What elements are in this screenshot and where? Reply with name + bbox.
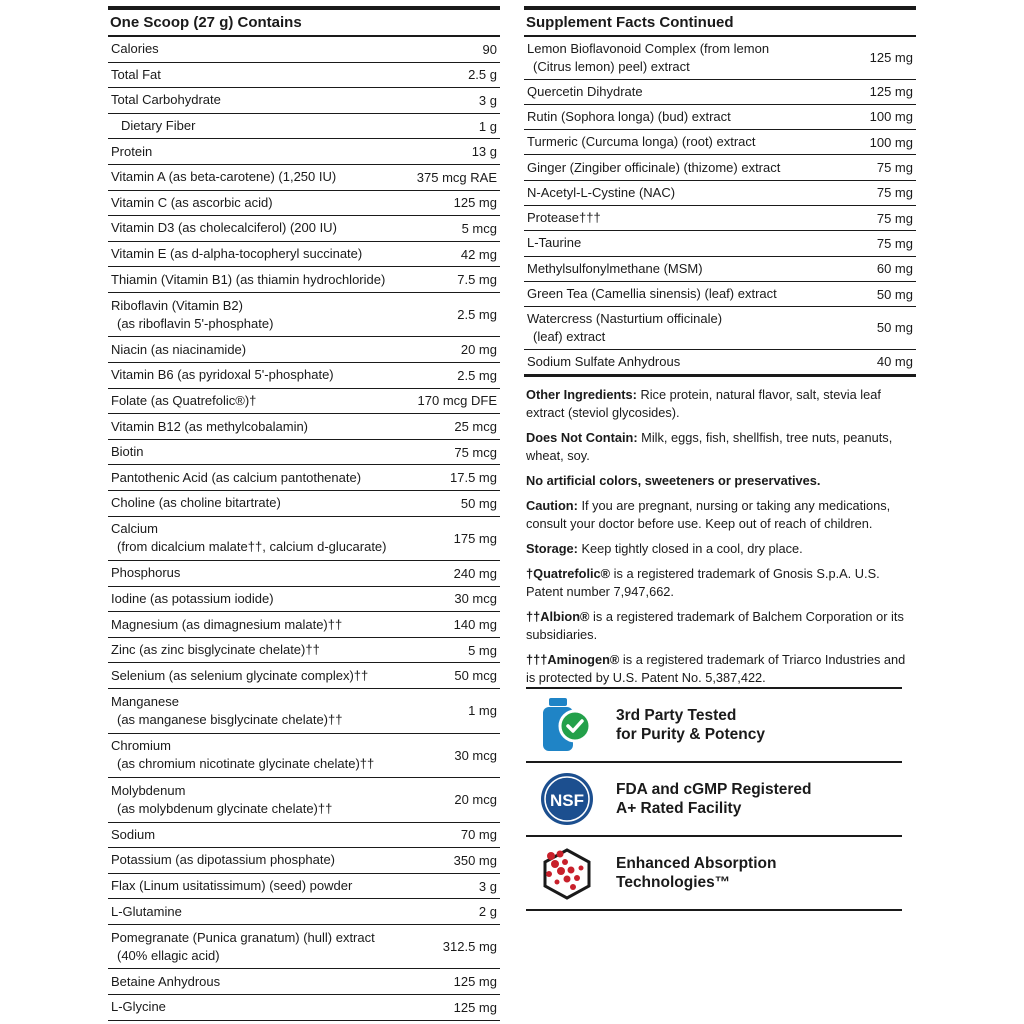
nutrient-name: L-Taurine [527, 235, 582, 251]
nutrient-amount: 170 mcg DFE [417, 393, 497, 409]
nutrient-amount: 2 g [478, 904, 497, 920]
nutrient-name: Total Carbohydrate [111, 92, 221, 108]
badge-line-1: 3rd Party Tested [616, 707, 737, 724]
nutrient-source: (as chromium nicotinate glycinate chelate)†† [117, 756, 375, 772]
note-label: †††Aminogen® [526, 652, 620, 667]
note-label: ††Albion® [526, 609, 590, 624]
nutrient-row [108, 293, 500, 338]
nsf-icon [532, 769, 602, 829]
note-text: Milk, eggs, fish, shellfish, tree nuts, peanuts, wheat, soy. [526, 430, 893, 463]
nutrient-row [108, 165, 500, 191]
nutrient-name: Methylsulfonylmethane (MSM) [527, 260, 703, 276]
note-label: No artificial colors, sweeteners or preservatives. [526, 473, 821, 488]
nutrient-row [108, 191, 500, 217]
nutrient-name: L-Glutamine [111, 903, 182, 919]
nutrient-amount: 240 mg [453, 565, 497, 581]
nutrient-name: Vitamin C (as ascorbic acid) [111, 194, 273, 210]
nutrient-amount: 50 mcg [454, 668, 497, 684]
nutrient-amount: 30 mcg [454, 591, 497, 607]
bottle-check-icon [532, 695, 602, 755]
nutrient-amount: 42 mg [460, 246, 497, 262]
nutrient-row [108, 63, 500, 89]
nutrient-row [108, 689, 500, 734]
nutrient-name: Vitamin D3 (as cholecalciferol) (200 IU) [111, 220, 337, 236]
nutrient-name: Potassium (as dipotassium phosphate) [111, 852, 336, 868]
nutrient-amount: 375 mcg RAE [416, 169, 497, 185]
nutrient-amount: 125 mg [453, 999, 497, 1015]
note-label: Does Not Contain: [526, 430, 638, 445]
nutrient-name: Manganese [111, 693, 179, 709]
note-text: is a registered trademark of Triarco Industries and is protected by U.S. Patent No. 5,387,422. [526, 652, 906, 685]
nutrient-row [108, 734, 500, 779]
nutrient-row [108, 778, 500, 823]
nutrient-name: Zinc (as zinc bisglycinate chelate)†† [111, 642, 320, 658]
badge-enhanced-absorption [526, 837, 902, 911]
nutrient-name: Pomegranate (Punica granatum) (hull) extract [111, 929, 375, 945]
nutrient-name: Folate (as Quatrefolic®)† [111, 392, 257, 408]
nutrient-source: (as riboflavin 5'-phosphate) [117, 315, 274, 331]
nutrient-amount: 7.5 mg [457, 272, 497, 288]
badge-third-party-tested [526, 689, 902, 763]
nutrient-row [108, 440, 500, 466]
nutrient-name: Betaine Anhydrous [111, 973, 221, 989]
note-paragraph [526, 386, 918, 422]
nutrient-row [108, 389, 500, 415]
badge-line-2: for Purity & Potency [616, 726, 765, 743]
nutrient-amount: 125 mg [869, 84, 913, 100]
nutrient-amount: 75 mg [876, 210, 913, 226]
nutrient-row [108, 337, 500, 363]
nutrient-amount: 1 mg [468, 703, 497, 719]
nutrient-name: Pantothenic Acid (as calcium pantothenate) [111, 469, 362, 485]
nutrient-name: Flax (Linum usitatissimum) (seed) powder [111, 878, 353, 894]
nutrient-row [108, 969, 500, 995]
nutrient-row [108, 874, 500, 900]
panel-title: Supplement Facts Continued [524, 6, 916, 37]
nutrient-row [108, 37, 500, 63]
nutrient-amount: 75 mg [876, 235, 913, 251]
note-text: Keep tightly closed in a cool, dry place. [577, 541, 803, 556]
nutrient-amount: 100 mg [869, 134, 913, 150]
nutrient-row [108, 88, 500, 114]
nutrient-name: Sodium [111, 826, 156, 842]
nsf-icon-text: NSF [550, 791, 584, 810]
nutrient-name: Total Fat [111, 66, 161, 82]
nutrient-amount: 25 mcg [454, 419, 497, 435]
nutrient-row [108, 114, 500, 140]
nutrient-list [524, 37, 916, 377]
nutrient-row [108, 848, 500, 874]
badge-line-2: Technologies™ [616, 874, 731, 891]
nutrient-amount: 50 mg [876, 320, 913, 336]
badge-line-1: FDA and cGMP Registered [616, 781, 812, 798]
nutrient-name: Green Tea (Camellia sinensis) (leaf) extract [527, 286, 777, 302]
nutrient-name: Iodine (as potassium iodide) [111, 590, 274, 606]
nutrient-amount: 75 mcg [454, 444, 497, 460]
note-paragraph [526, 429, 918, 465]
nutrient-amount: 5 mcg [461, 220, 497, 236]
note-text: is a registered trademark of Gnosis S.p.A. U.S. Patent number 7,947,662. [526, 566, 880, 599]
nutrient-amount: 100 mg [869, 109, 913, 125]
nutrient-amount: 350 mg [453, 852, 497, 868]
nutrient-amount: 3 g [478, 92, 497, 108]
nutrient-amount: 17.5 mg [450, 470, 497, 486]
nutrient-name: Dietary Fiber [121, 118, 196, 134]
supplement-facts-continued-panel [524, 6, 916, 377]
nutrient-name: Calcium [111, 521, 158, 537]
nutrient-row [108, 465, 500, 491]
nutrient-row [524, 181, 916, 206]
feature-badges [526, 687, 902, 911]
nutrient-source: (from dicalcium malate††, calcium d-glucarate) [117, 539, 387, 555]
nutrient-row [108, 587, 500, 613]
nutrient-source: (leaf) extract [533, 328, 606, 344]
nutrient-row [108, 414, 500, 440]
nutrient-row [108, 216, 500, 242]
nutrient-amount: 13 g [471, 144, 497, 160]
nutrient-amount: 312.5 mg [442, 939, 497, 955]
nutrient-name: Watercress (Nasturtium officinale) [527, 310, 723, 326]
nutrient-row [108, 823, 500, 849]
nutrient-name: Protease††† [527, 210, 601, 226]
nutrient-list [108, 37, 500, 1021]
nutrient-amount: 1 g [478, 118, 497, 134]
nutrient-row [524, 37, 916, 80]
nutrient-row [108, 267, 500, 293]
nutrient-row [108, 638, 500, 664]
nutrient-name: Quercetin Dihydrate [527, 83, 643, 99]
nutrient-row [108, 995, 500, 1021]
nutrient-row [108, 139, 500, 165]
nutrient-amount: 70 mg [460, 827, 497, 843]
note-paragraph [526, 497, 918, 533]
nutrient-amount: 60 mg [876, 261, 913, 277]
nutrient-name: Riboflavin (Vitamin B2) [111, 297, 243, 313]
nutrient-name: Calories [111, 41, 159, 57]
note-label: Storage: [526, 541, 578, 556]
nutrient-row [108, 663, 500, 689]
note-label: †Quatrefolic® [526, 566, 611, 581]
nutrient-source: (as manganese bisglycinate chelate)†† [117, 711, 343, 727]
nutrient-name: Ginger (Zingiber officinale) (thizome) extract [527, 159, 781, 175]
nutrient-row [524, 350, 916, 375]
nutrient-row [524, 307, 916, 350]
molecule-icon [532, 843, 602, 903]
nutrient-source: (40% ellagic acid) [117, 947, 220, 963]
nutrient-name: N-Acetyl-L-Cystine (NAC) [527, 184, 676, 200]
nutrient-row [524, 105, 916, 130]
note-paragraph [526, 540, 918, 558]
note-text: If you are pregnant, nursing or taking any medications, consult your doctor before use. Keep out of reach of children. [526, 498, 891, 531]
supplement-facts-panel [108, 6, 500, 1021]
nutrient-amount: 175 mg [453, 530, 497, 546]
nutrient-row [108, 363, 500, 389]
nutrient-row [108, 925, 500, 970]
nutrient-row [524, 155, 916, 180]
badge-fda-cgmp [526, 763, 902, 837]
nutrient-row [524, 130, 916, 155]
nutrient-amount: 20 mcg [454, 792, 497, 808]
nutrient-amount: 125 mg [453, 974, 497, 990]
nutrient-amount: 30 mcg [454, 747, 497, 763]
nutrient-name: Vitamin A (as beta-carotene) (1,250 IU) [111, 169, 337, 185]
badge-line-2: A+ Rated Facility [616, 800, 742, 817]
nutrient-amount: 50 mg [460, 495, 497, 511]
nutrient-amount: 140 mg [453, 617, 497, 633]
nutrient-amount: 75 mg [876, 185, 913, 201]
nutrient-amount: 50 mg [876, 286, 913, 302]
nutrient-source: (as molybdenum glycinate chelate)†† [117, 800, 333, 816]
nutrient-amount: 125 mg [869, 50, 913, 66]
nutrient-name: Turmeric (Curcuma longa) (root) extract [527, 134, 756, 150]
nutrient-amount: 75 mg [876, 160, 913, 176]
label-notes [526, 386, 918, 694]
nutrient-row [108, 517, 500, 562]
note-paragraph [526, 651, 918, 687]
nutrient-row [108, 491, 500, 517]
nutrient-name: Vitamin E (as d-alpha-tocopheryl succinate) [111, 246, 363, 262]
nutrient-amount: 5 mg [468, 642, 497, 658]
nutrient-row [108, 899, 500, 925]
nutrient-amount: 2.5 mg [457, 367, 497, 383]
nutrient-name: Protein [111, 143, 153, 159]
note-paragraph [526, 608, 918, 644]
nutrient-amount: 3 g [478, 878, 497, 894]
nutrient-row [108, 242, 500, 268]
nutrient-name: Magnesium (as dimagnesium malate)†† [111, 616, 343, 632]
nutrient-row [524, 80, 916, 105]
nutrient-amount: 125 mg [453, 195, 497, 211]
nutrient-amount: 20 mg [460, 342, 497, 358]
nutrient-name: Lemon Bioflavonoid Complex (from lemon [527, 40, 770, 56]
note-text: is a registered trademark of Balchem Corporation or its subsidiaries. [526, 609, 904, 642]
nutrient-row [524, 282, 916, 307]
nutrient-amount: 2.5 g [468, 67, 497, 83]
panel-title: One Scoop (27 g) Contains [108, 6, 500, 37]
nutrient-name: Phosphorus [111, 565, 181, 581]
nutrient-amount: 90 [482, 41, 497, 57]
nutrient-name: Molybdenum [111, 782, 186, 798]
nutrient-amount: 2.5 mg [457, 307, 497, 323]
nutrient-name: Vitamin B12 (as methylcobalamin) [111, 418, 309, 434]
note-label: Other Ingredients: [526, 387, 637, 402]
nutrient-name: Thiamin (Vitamin B1) (as thiamin hydrochloride) [111, 271, 386, 287]
note-paragraph [526, 472, 918, 490]
nutrient-name: Chromium [111, 738, 171, 754]
nutrient-name: L-Glycine [111, 999, 166, 1015]
nutrient-row [108, 612, 500, 638]
nutrient-name: Vitamin B6 (as pyridoxal 5'-phosphate) [111, 367, 334, 383]
nutrient-row [524, 257, 916, 282]
nutrient-name: Biotin [111, 444, 144, 460]
nutrient-row [524, 231, 916, 256]
badge-line-1: Enhanced Absorption [616, 855, 777, 872]
note-text: Rice protein, natural flavor, salt, stevia leaf extract (steviol glycosides). [526, 387, 881, 420]
note-paragraph [526, 565, 918, 601]
nutrient-row [108, 561, 500, 587]
note-label: Caution: [526, 498, 578, 513]
nutrient-name: Niacin (as niacinamide) [111, 341, 247, 357]
nutrient-name: Rutin (Sophora longa) (bud) extract [527, 108, 731, 124]
nutrient-name: Choline (as choline bitartrate) [111, 495, 281, 511]
nutrient-amount: 40 mg [876, 354, 913, 370]
nutrient-row [524, 206, 916, 231]
nutrient-source: (Citrus lemon) peel) extract [533, 58, 690, 74]
nutrient-name: Selenium (as selenium glycinate complex)†† [111, 667, 369, 683]
nutrient-name: Sodium Sulfate Anhydrous [527, 353, 681, 369]
